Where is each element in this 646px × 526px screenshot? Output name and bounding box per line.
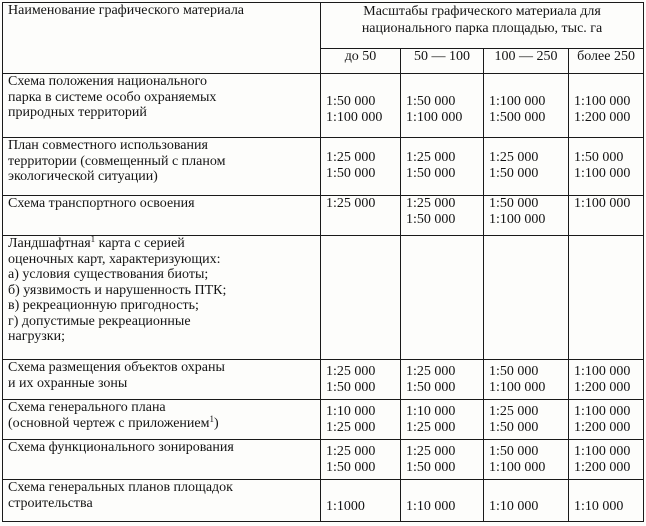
material-name-text: оценочных карт, характеризующих: (8, 251, 221, 267)
scale-value: 1:25 000 (326, 444, 376, 459)
scale-value: 1:1000 (326, 499, 365, 514)
scale-value: 1:50 000 (406, 211, 456, 227)
material-name-text: (основной чертеж с приложением (8, 415, 210, 431)
scale-value: 1:25 000 (326, 150, 376, 165)
material-name-line (8, 236, 315, 252)
table-row (3, 196, 644, 236)
material-name-line (8, 329, 315, 345)
material-name-text: План совместного использования (8, 138, 208, 153)
material-name-text: карта с серией (95, 236, 185, 251)
scale-value-cell (321, 196, 401, 236)
material-name-text: Схема функционального зонирования (8, 440, 234, 455)
material-name-cell (3, 400, 321, 440)
scale-value: 1:25 000 (489, 404, 539, 419)
scale-value-cell (321, 74, 401, 138)
material-name-text: г) допустимые рекреационные (8, 313, 191, 329)
material-name-cell (3, 138, 321, 196)
scales-group-header (321, 3, 644, 49)
scale-value: 1:50 000 (406, 165, 456, 181)
scale-value: 1:25 000 (406, 364, 456, 379)
scale-value: 1:25 000 (326, 364, 376, 379)
material-name-text: экологической ситуации) (8, 169, 158, 184)
area-column-header: более 250 (569, 48, 644, 73)
material-name-cell (3, 360, 321, 400)
scale-value: 1:50 000 (326, 459, 376, 475)
material-name-cell (3, 480, 321, 522)
material-name-text: Схема транспортного освоения (8, 196, 195, 211)
scale-value-cell (401, 74, 484, 138)
scale-value-cell (484, 440, 569, 480)
material-name-text: и их охранные зоны (8, 375, 128, 391)
scale-value: 1:25 000 (326, 419, 376, 435)
scale-value: 1:50 000 (489, 419, 539, 435)
material-name-line (8, 169, 315, 185)
material-name-line (8, 480, 315, 496)
scale-value: 1:25 000 (489, 150, 539, 165)
material-name-line (8, 496, 315, 512)
material-name-cell (3, 196, 321, 236)
material-name-text: территории (совмещенный с планом (8, 153, 226, 169)
material-name-line (8, 138, 315, 154)
scale-value: 1:100 000 (489, 459, 546, 475)
scale-value: 1:50 000 (326, 94, 376, 109)
scale-value-cell (569, 196, 644, 236)
scale-value: 1:200 000 (574, 459, 631, 475)
material-name-text: Схема генеральных планов площадок (8, 480, 233, 495)
scale-value: 1:100 000 (574, 94, 631, 109)
scale-value-cell (484, 236, 569, 360)
scale-value: 1:10 000 (489, 499, 539, 514)
scale-value-cell (401, 196, 484, 236)
scale-value-cell (401, 236, 484, 360)
material-name-text: а) условия существования биоты; (8, 267, 209, 282)
scale-value-cell (401, 480, 484, 522)
scale-value: 1:100 000 (574, 165, 631, 181)
scale-value: 1:25 000 (406, 196, 456, 211)
scale-value: 1:100 000 (326, 109, 383, 125)
material-name-line (8, 400, 315, 416)
material-name-line (8, 267, 315, 283)
area-column-header: до 50 (321, 48, 401, 73)
scale-value: 1:10 000 (574, 499, 624, 514)
material-name-line (8, 252, 315, 268)
table-row (3, 360, 644, 400)
material-name-line (8, 298, 315, 314)
material-name-text: Схема положения национального (8, 74, 208, 89)
table-row (3, 400, 644, 440)
group-header-line-1: Масштабы графического материала для (363, 4, 601, 19)
scale-value-cell (569, 360, 644, 400)
scale-value-cell (401, 360, 484, 400)
scale-value: 1:50 000 (406, 379, 456, 395)
scale-value: 1:100 000 (574, 196, 631, 211)
scale-value-cell (401, 400, 484, 440)
material-name-text: Ландшафтная (8, 236, 91, 251)
scale-value: 1:10 000 (406, 404, 456, 419)
scale-value: 1:50 000 (489, 364, 539, 379)
scale-value-cell (484, 138, 569, 196)
scale-value: 1:50 000 (326, 165, 376, 181)
scale-value-cell (569, 440, 644, 480)
material-name-text: нагрузки; (8, 329, 65, 344)
material-name-line (8, 196, 315, 212)
table-row (3, 236, 644, 360)
material-name-text: парка в системе особо охраняемых (8, 89, 217, 105)
material-name-cell (3, 74, 321, 138)
scale-value-cell (401, 440, 484, 480)
name-column-header: Наименование графического материала (3, 3, 321, 74)
scale-value: 1:100 000 (489, 379, 546, 395)
scale-value: 1:50 000 (489, 196, 539, 211)
scale-value: 1:25 000 (326, 196, 376, 211)
scale-value: 1:50 000 (406, 459, 456, 475)
scale-value-cell (321, 138, 401, 196)
material-name-line (8, 154, 315, 170)
material-name-text: Схема генерального плана (8, 400, 166, 415)
scale-value: 1:100 000 (489, 211, 546, 227)
table-row (3, 480, 644, 522)
scale-value: 1:200 000 (574, 419, 631, 435)
scale-value: 1:50 000 (489, 165, 539, 181)
group-header-line-2: национального парка площадью, тыс. га (361, 21, 603, 36)
footnote-marker: 1 (90, 234, 96, 244)
material-name-line (8, 314, 315, 330)
scale-value-cell (569, 400, 644, 440)
material-name-text: строительства (8, 495, 93, 511)
table-row (3, 74, 644, 138)
scale-value: 1:100 000 (574, 444, 631, 459)
material-name-cell (3, 236, 321, 360)
table-body (3, 74, 644, 522)
scale-value-cell (321, 480, 401, 522)
material-name-text: природных территорий (8, 105, 147, 120)
material-name-line (8, 90, 315, 106)
scale-value-cell (569, 236, 644, 360)
scale-value: 1:200 000 (574, 109, 631, 125)
scale-value-cell (484, 74, 569, 138)
material-name-text: в) рекреационную пригодность; (8, 298, 199, 313)
scale-value: 1:100 000 (574, 364, 631, 379)
material-name-line (8, 283, 315, 299)
scale-value: 1:100 000 (406, 109, 463, 125)
material-name-line (8, 376, 315, 392)
scale-value-cell (321, 400, 401, 440)
scale-value: 1:25 000 (406, 150, 456, 165)
scale-value-cell (484, 196, 569, 236)
scale-value: 1:25 000 (406, 444, 456, 459)
material-name-text: б) уязвимость и нарушенность ПТК; (8, 282, 227, 298)
scale-value: 1:25 000 (406, 419, 456, 435)
scale-value-cell (569, 138, 644, 196)
scale-value: 1:50 000 (489, 444, 539, 459)
scale-value: 1:100 000 (574, 404, 631, 419)
area-column-header: 100 — 250 (484, 48, 569, 73)
scale-value: 1:50 000 (406, 94, 456, 109)
scale-value: 1:200 000 (574, 379, 631, 395)
material-name-line (8, 105, 315, 121)
scale-value-cell (321, 236, 401, 360)
scale-value: 1:10 000 (406, 499, 456, 514)
scale-value: 1:50 000 (574, 150, 624, 165)
header-row (3, 3, 644, 49)
footnote-marker: 1 (209, 413, 214, 424)
material-name-line (8, 440, 315, 456)
scale-value-cell (484, 480, 569, 522)
scale-value-cell (569, 74, 644, 138)
scales-table (2, 2, 644, 522)
scale-value-cell (321, 360, 401, 400)
material-name-text: Схема размещения объектов охраны (8, 360, 225, 375)
scale-value-cell (321, 440, 401, 480)
material-name-line (8, 413, 315, 432)
scale-value: 1:10 000 (326, 404, 376, 419)
material-name-cell (3, 440, 321, 480)
table-row (3, 440, 644, 480)
material-name-line (8, 360, 315, 376)
scale-value-cell (401, 138, 484, 196)
area-column-header: 50 — 100 (401, 48, 484, 73)
scale-value: 1:50 000 (326, 379, 376, 395)
scale-value-cell (484, 360, 569, 400)
material-name-text: ) (213, 415, 219, 431)
scale-value-cell (569, 480, 644, 522)
scale-value: 1:500 000 (489, 109, 546, 125)
material-name-line (8, 74, 315, 90)
table-row (3, 138, 644, 196)
scale-value-cell (484, 400, 569, 440)
scale-value: 1:100 000 (489, 94, 546, 109)
